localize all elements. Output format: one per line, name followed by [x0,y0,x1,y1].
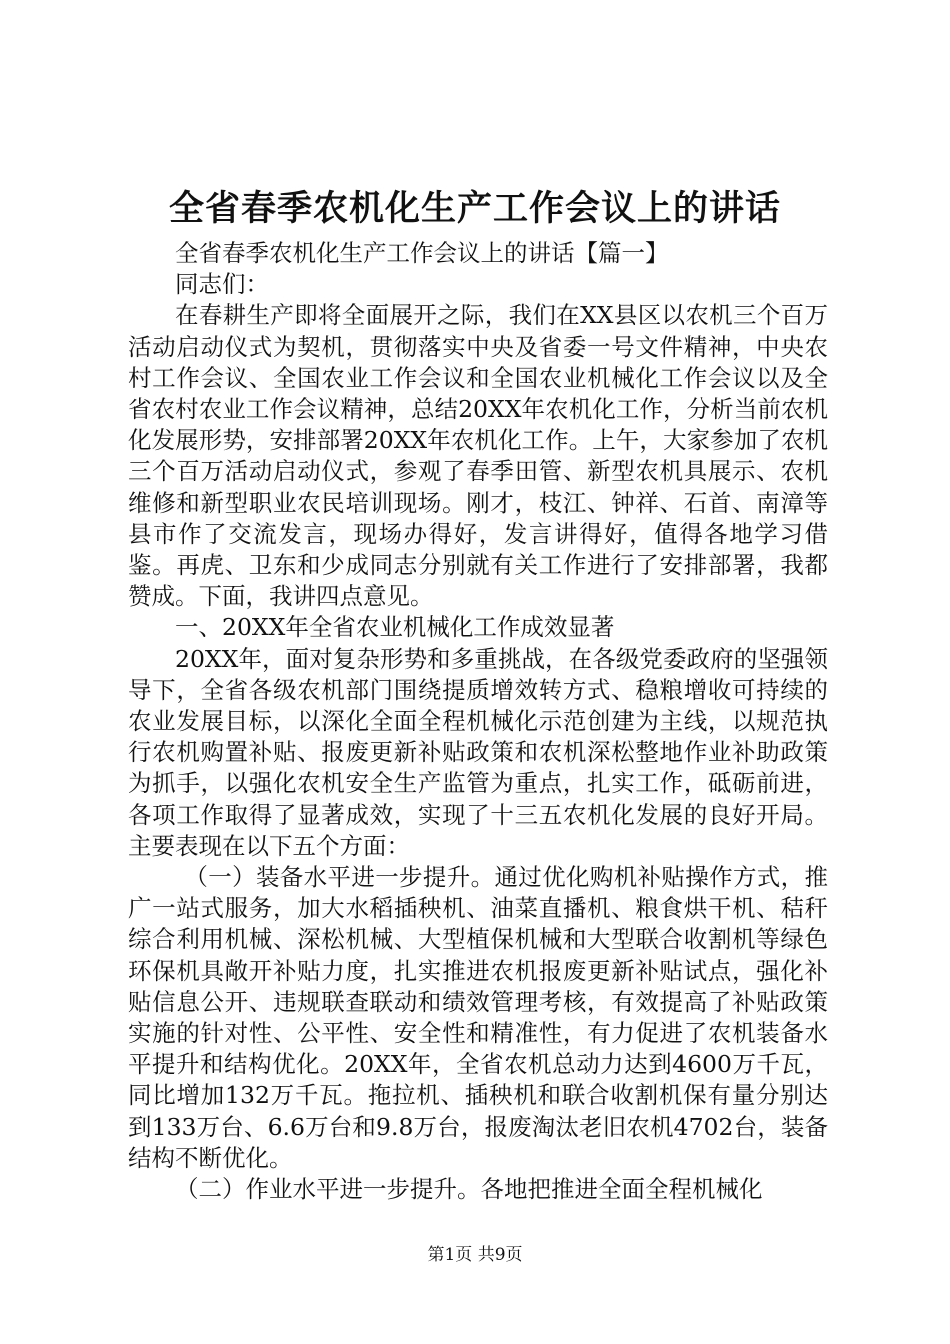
body-paragraph: 20XX年，面对复杂形势和多重挑战，在各级党委政府的坚强领导下，全省各级农机部门围绕提质增效转方式、稳粮增收可持续的农业发展目标，以深化全面全程机械化示范创建为主线，以规范执行农机购置补贴、报废更新补贴政策和农机深松整地作业补助政策为抓手，以强化农机安全生产监管为重点，扎实工作，砥砺前进，各项工作取得了显著成效，实现了十三五农机化发展的良好开局。主要表现在以下五个方面： [128,644,828,860]
body-paragraph: （二）作业水平进一步提升。各地把推进全面全程机械化 [175,1175,763,1204]
body-paragraph: （一）装备水平进一步提升。通过优化购机补贴操作方式，推广一站式服务，加大水稻插秧机、油菜直播机、粮食烘干机、秸秆综合利用机械、深松机械、大型植保机械和大型联合收割机等绿色环保机具敞开补贴力度，扎实推进农机报废更新补贴试点，强化补贴信息公开、违规联查联动和绩效管理考核，有效提高了补贴政策实施的针对性、公平性、安全性和精准性，有力促进了农机装备水平提升和结构优化。20XX年，全省农机总动力达到4600万千瓦，同比增加132万千瓦。拖拉机、插秧机和联合收割机保有量分别达到133万台、6.6万台和9.8万台，报废淘汰老旧农机4702台，装备结构不断优化。 [128,863,828,1172]
section-heading: 全省春季农机化生产工作会议上的讲话【篇一】 [175,239,669,267]
page-number: 第1页 共9页 [427,1245,523,1265]
section-heading: 一、20XX年全省农业机械化工作成效显著 [175,613,615,642]
document-body [128,238,828,1205]
body-paragraph: 在春耕生产即将全面展开之际，我们在XX县区以农机三个百万活动启动仪式为契机，贯彻落实中央及省委一号文件精神，中央农村工作会议、全国农业工作会议和全国农业机械化工作会议以及全省农村农业工作会议精神，总结20XX年农机化工作，分析当前农机化发展形势，安排部署20XX年农机化工作。上午，大家参加了农机三个百万活动启动仪式，参观了春季田管、新型农机具展示、农机维修和新型职业农民培训现场。刚才，枝江、钟祥、石首、南漳等县市作了交流发言，现场办得好，发言讲得好，值得各地学习借鉴。再虎、卫东和少成同志分别就有关工作进行了安排部署，我都赞成。下面，我讲四点意见。 [128,301,828,611]
salutation: 同志们： [175,270,269,299]
document-title: 全省春季农机化生产工作会议上的讲话 [168,188,781,229]
